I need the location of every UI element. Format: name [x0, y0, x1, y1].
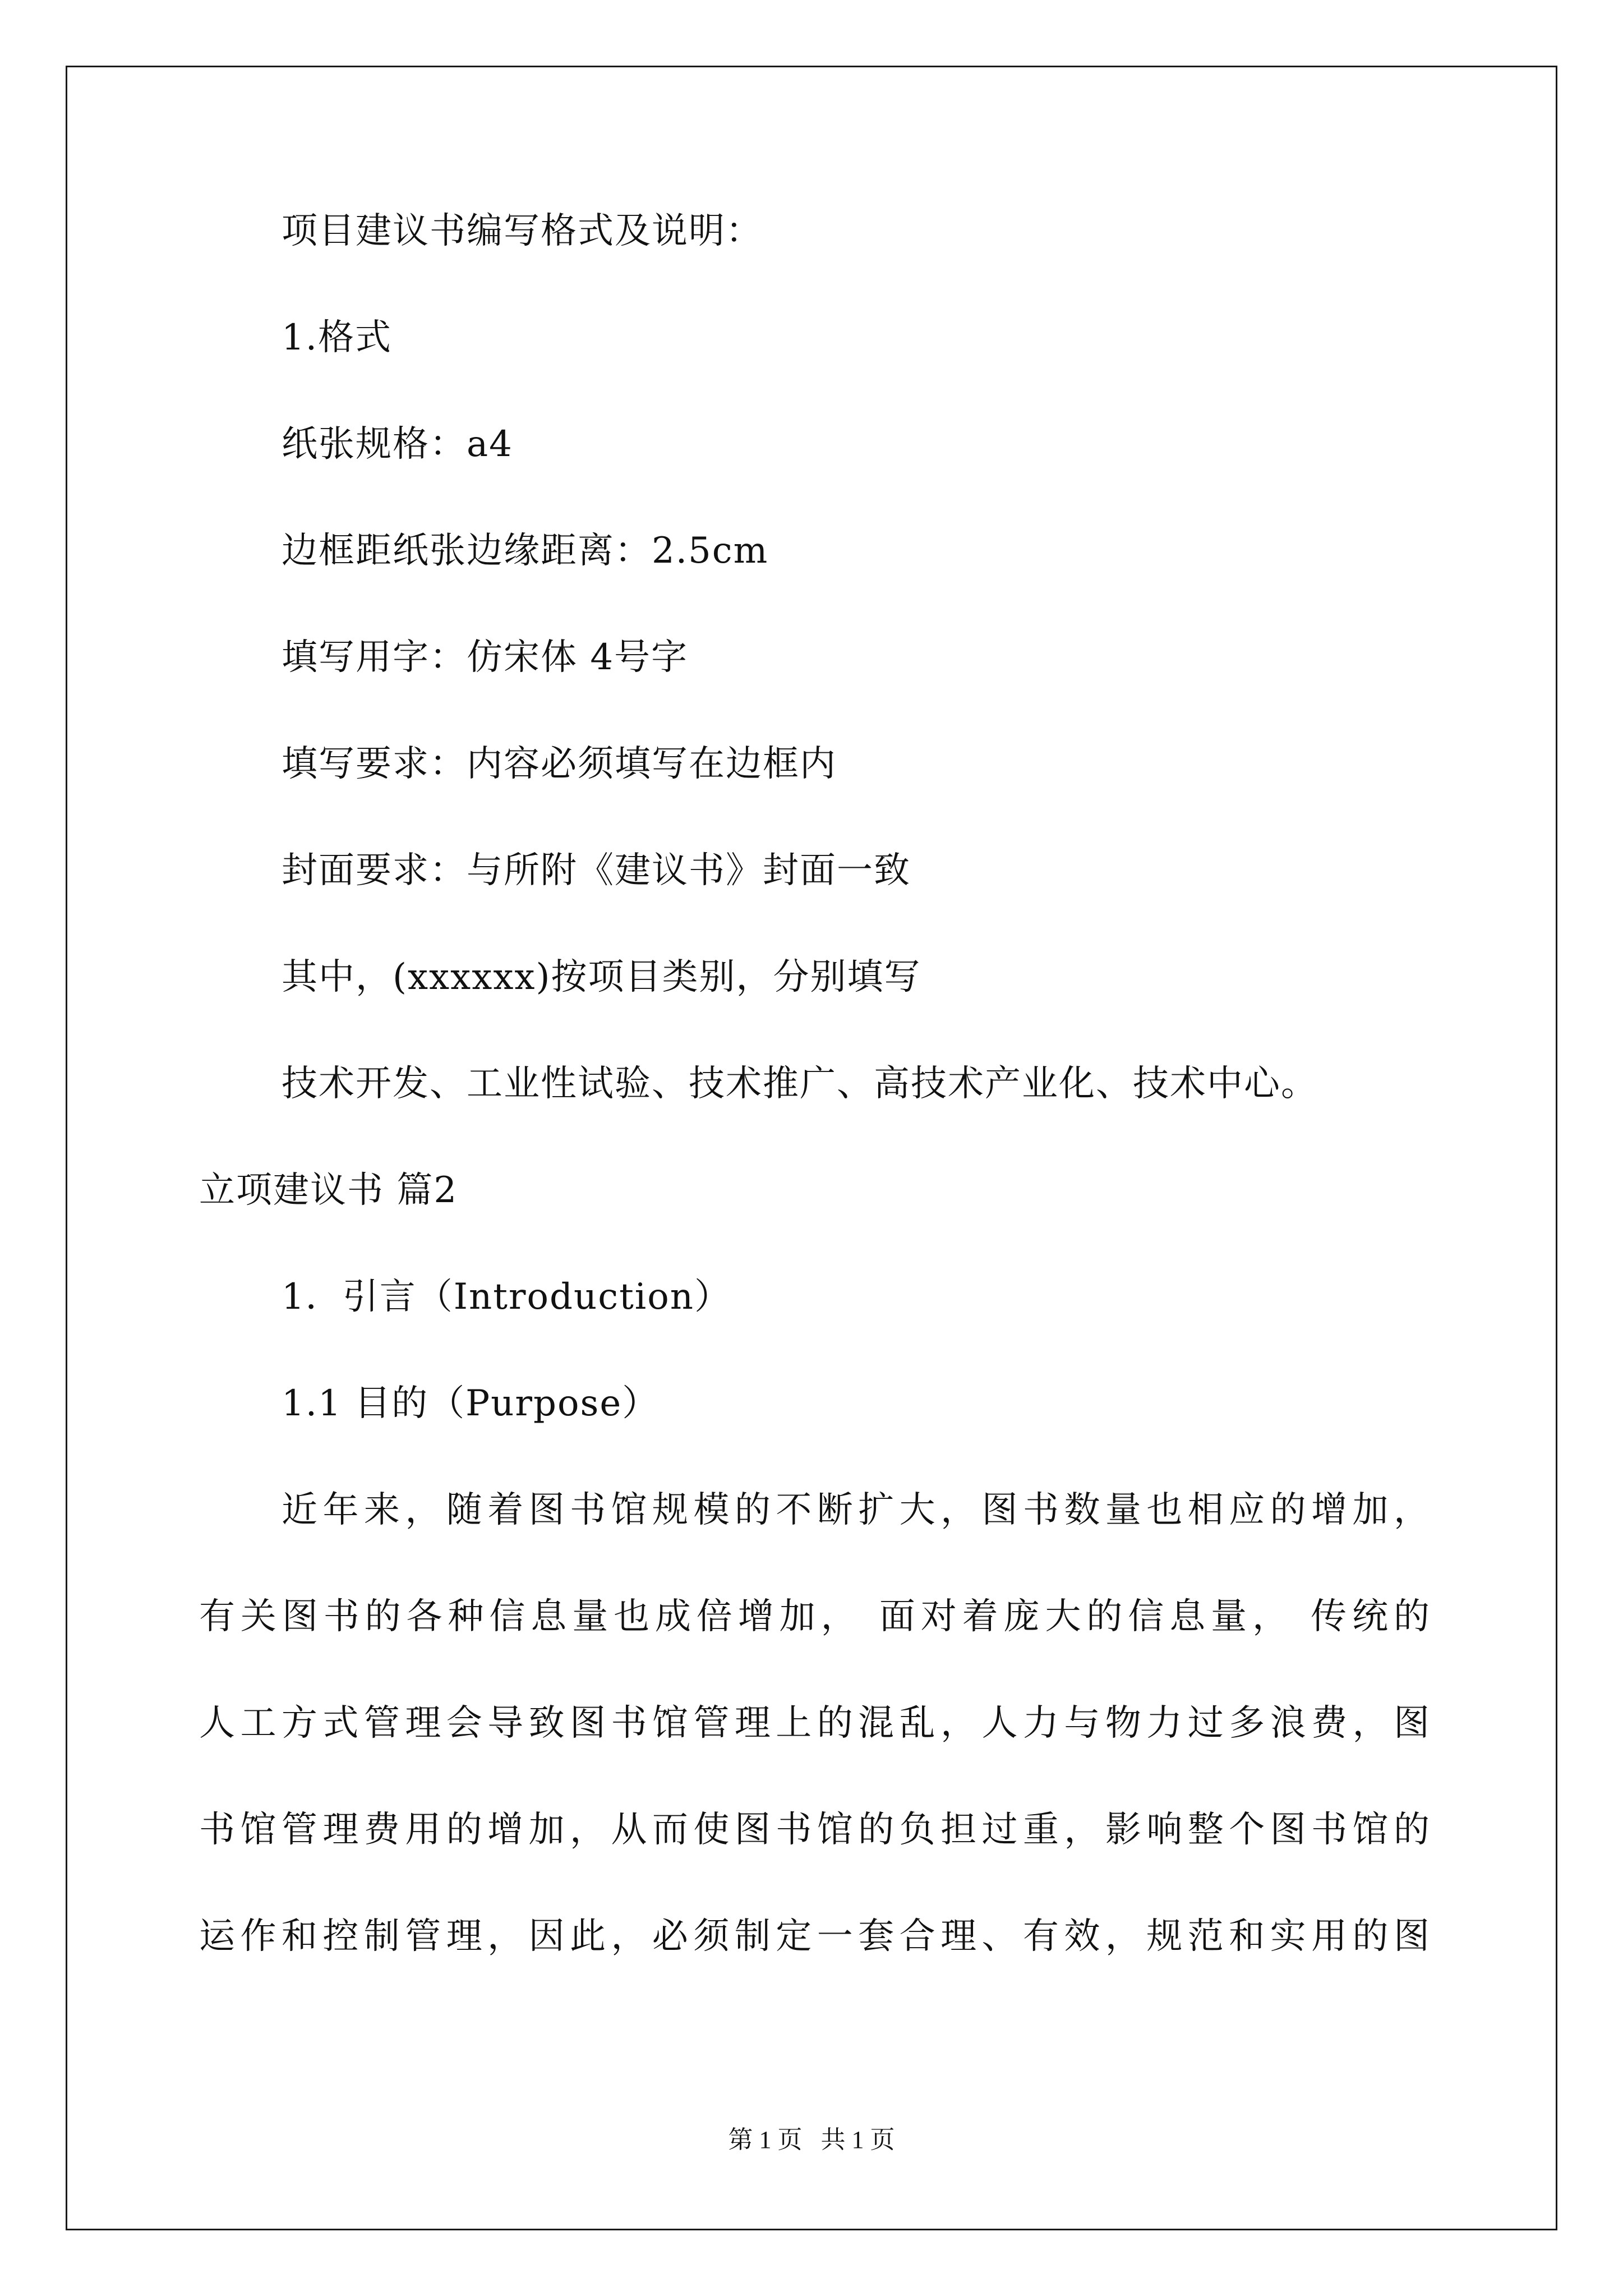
doc-paragraph-line-5: 运作和控制管理，因此，必须制定一套合理、有效，规范和实用的图	[199, 1916, 1431, 1957]
doc-line-category-list: 技术开发、工业性试验、技术推广、高技术产业化、技术中心。	[282, 1063, 1318, 1105]
doc-line-cover-requirement: 封面要求：与所附《建议书》封面一致	[282, 850, 911, 891]
doc-paragraph-line-3: 人工方式管理会导致图书馆管理上的混乱，人力与物力过多浪费，图	[199, 1703, 1431, 1744]
doc-paragraph-line-2: 有关图书的各种信息量也成倍增加， 面对着庞大的信息量， 传统的	[199, 1596, 1431, 1637]
doc-heading-purpose: 1.1 目的（Purpose）	[282, 1383, 660, 1424]
doc-line-paper-size: 纸张规格：a4	[282, 424, 513, 465]
doc-line-fill-requirement: 填写要求：内容必须填写在边框内	[282, 743, 837, 785]
doc-section-title: 立项建议书 篇2	[199, 1170, 458, 1211]
doc-line-category-note: 其中，(xxxxxx)按项目类别，分别填写	[282, 956, 921, 998]
doc-line-format-heading: 项目建议书编写格式及说明：	[282, 210, 763, 252]
doc-line-section-format: 1.格式	[282, 317, 393, 358]
page-number-footer: 第 1 页 共 1 页	[728, 2126, 895, 2154]
page-border-frame	[66, 66, 1557, 2230]
doc-paragraph-line-1: 近年来，随着图书馆规模的不断扩大，图书数量也相应的增加，	[282, 1489, 1431, 1531]
doc-heading-introduction: 1．引言（Introduction）	[282, 1276, 732, 1318]
doc-paragraph-line-4: 书馆管理费用的增加，从而使图书馆的负担过重，影响整个图书馆的	[199, 1809, 1431, 1851]
doc-line-font: 填写用字：仿宋体 4号字	[282, 637, 689, 678]
doc-line-border-margin: 边框距纸张边缘距离：2.5cm	[282, 530, 769, 572]
